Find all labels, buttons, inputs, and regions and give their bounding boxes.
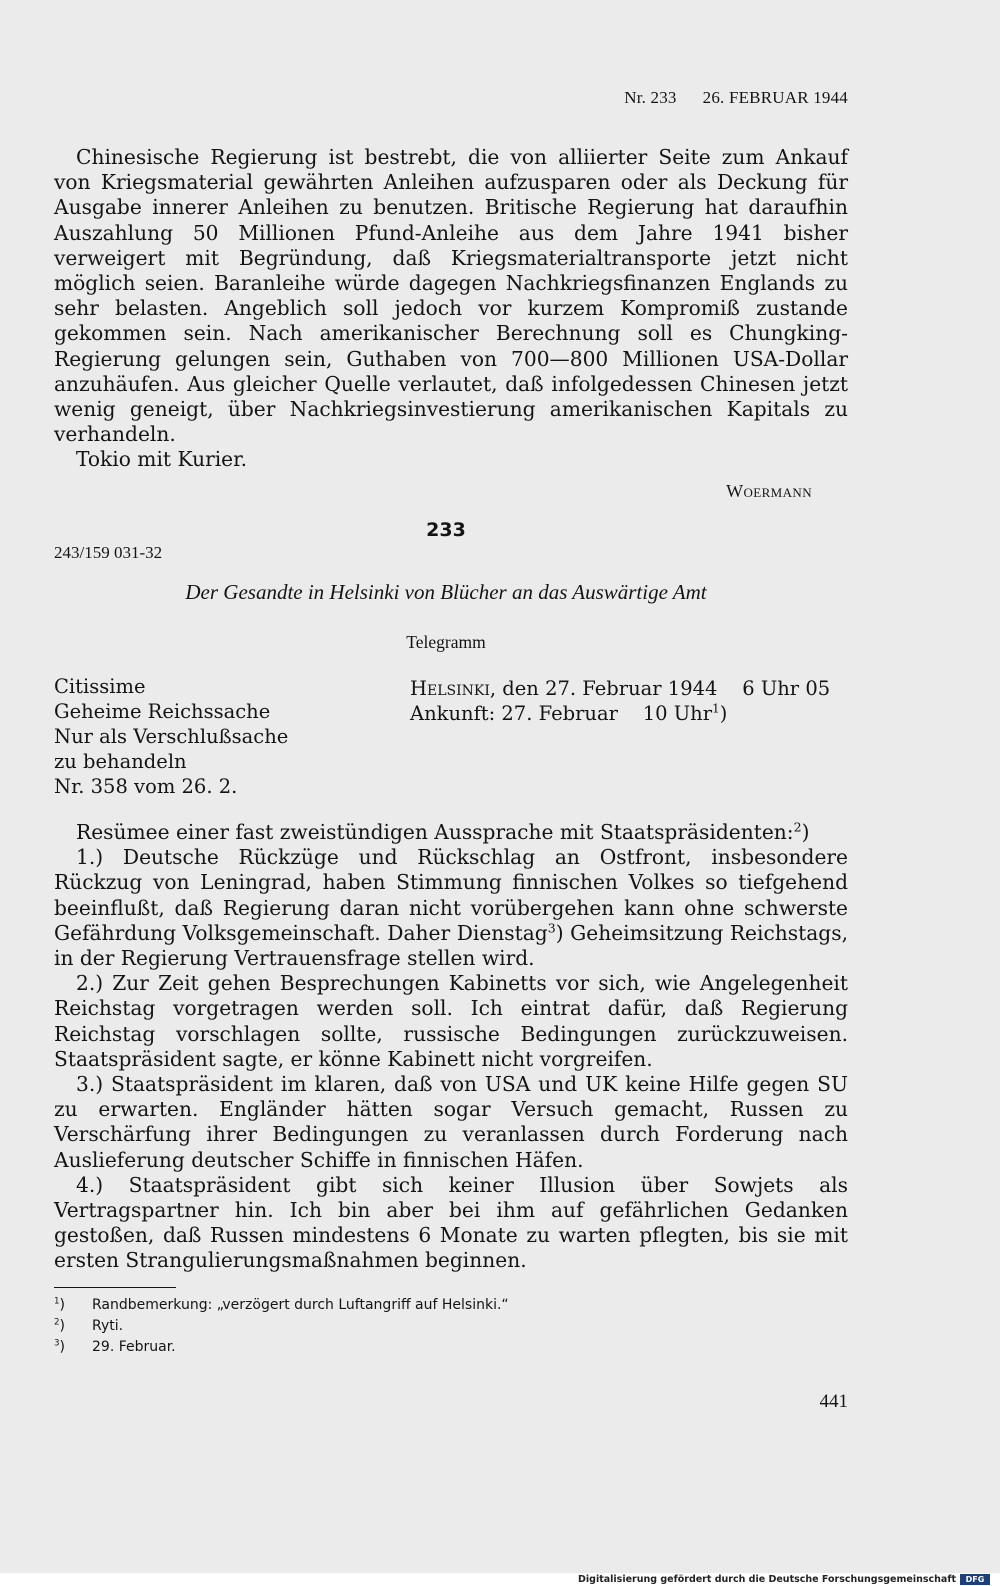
footnote-ref-close: ) bbox=[719, 702, 728, 725]
footnote-3 bbox=[54, 1337, 509, 1358]
arrival-text: Ankunft: 27. Februar 10 Uhr bbox=[410, 702, 713, 725]
document-number: 233 bbox=[426, 519, 466, 541]
archive-reference: 243/159 031-32 bbox=[54, 543, 163, 562]
footnotes bbox=[54, 1295, 509, 1358]
point-4-paragraph: 4.) Staatspräsident gibt sich keiner Illusion über Sowjets als Vertragspartner hin. Ich bin aber bei ihm auf gefährlichen Gedanken gestoßen, daß Russen mindestens 6 Monate zu warten pflegten, bis sie mit ersten Strangulierungsmaßnahmen beginnen. bbox=[54, 1172, 848, 1273]
point-3-paragraph: 3.) Staatspräsident im klaren, daß von USA und UK keine Hilfe gegen SU zu erwarten. Engländer hätten sogar Versuch gemacht, Russen zu Verschärfung ihrer Bedingungen zu veranlassen durch Forderung nach Auslieferung deutscher Schiffe in finnischen Häfen. bbox=[54, 1072, 848, 1172]
arrival-line bbox=[410, 701, 830, 726]
page-number: 441 bbox=[819, 1391, 848, 1412]
footnote-mark-number: 2 bbox=[54, 1317, 60, 1328]
paragraph-text: Chinesische Regierung ist bestrebt, die von alliierter Seite zum Ankauf von Kriegsmaterial gewährten Anleihen aufzusparen oder als Deckung für Ausgabe innerer Anleihen zu benutzen. Britische Regierung hat daraufhin Auszahlung 50 Millionen Pfund-Anleihe aus dem Jahre 1941 bisher verweigert mit Begründung, daß Kriegsmaterialtransporte jetzt nicht möglich seien. Baranleihe würde dagegen Nachkriegsfinanzen Englands zu sehr belasten. Angeblich soll jedoch vor kurzem Kompromiß zustande gekommen sein. Nach amerikanischer Berechnung soll es Chungking-Regierung gelungen sein, Guthaben von 700—800 Millionen USA-Dollar anzuhäufen. Aus gleicher Quelle verlautet, daß infolgedessen Chinesen jetzt wenig geneigt, über Nachkriegsinvestierung amerikanischen Kapitals zu verhandeln. bbox=[54, 145, 848, 447]
classification-line: zu behandeln bbox=[54, 750, 187, 773]
point-2-paragraph: 2.) Zur Zeit gehen Besprechungen Kabinetts vor sich, wie Angelegenheit Reichstag vorgetragen werden soll. Ich eintrat dafür, daß Regierung Reichstag vorschlagen sollte, russische Bedingungen zurückzuweisen. Staatspräsident sagte, er könne Kabinett nicht vorgreifen. bbox=[54, 971, 848, 1071]
classification-line: Nur als Verschlußsache bbox=[54, 725, 289, 748]
classification-line: Nr. 358 vom 26. 2. bbox=[54, 775, 238, 798]
doc233-body bbox=[54, 820, 848, 1274]
footnote-2 bbox=[54, 1316, 509, 1337]
digitization-credit: Digitalisierung gefördert durch die Deutsche Forschungsgemeinschaft bbox=[578, 1574, 956, 1585]
footnote-ref-2: 2 bbox=[793, 819, 802, 835]
classification-line: Citissime bbox=[54, 675, 146, 698]
dfg-logo: DFG bbox=[960, 1574, 990, 1585]
footnote-mark bbox=[54, 1295, 92, 1316]
footnote-mark-number: 3 bbox=[54, 1338, 60, 1349]
footnote-mark bbox=[54, 1337, 92, 1358]
footnote-ref-3: 3 bbox=[547, 920, 556, 936]
footnote-text: Randbemerkung: „verzögert durch Luftangriff auf Helsinki.“ bbox=[92, 1297, 509, 1313]
footnote-text: 29. Februar. bbox=[92, 1339, 176, 1355]
dispatch-date: , den 27. Februar 1944 6 Uhr 05 bbox=[489, 677, 831, 700]
footnote-mark-number: 1 bbox=[54, 1296, 60, 1307]
point-1-text-a: 1.) Deutsche Rückzüge und Rückschlag an Ostfront, insbesondere Rückzug von Leningrad, haben Stimmung finnischen Volkes so tiefgehend beeinflußt, daß Regierung daran nicht vorübergehen kann ohne schwerste Gefährdung Volksgemeinschaft. Daher Dienstag bbox=[54, 845, 848, 945]
running-header bbox=[598, 88, 848, 108]
footnote-divider bbox=[54, 1287, 176, 1288]
document-title: Der Gesandte in Helsinki von Blücher an das Auswärtige Amt bbox=[185, 580, 707, 604]
dispatch-line bbox=[410, 676, 830, 701]
footnote-1 bbox=[54, 1295, 509, 1316]
point-1-paragraph bbox=[54, 845, 848, 971]
header-doc-number: Nr. 233 bbox=[624, 88, 677, 107]
footnote-mark-close: ) bbox=[59, 1318, 65, 1334]
footnote-mark-close: ) bbox=[59, 1297, 65, 1313]
dispatch-place: Helsinki bbox=[410, 677, 490, 700]
header-date: 26. FEBRUAR 1944 bbox=[702, 88, 848, 107]
footnote-mark-close: ) bbox=[59, 1339, 65, 1355]
intro-text: Resümee einer fast zweistündigen Aussprache mit Staatspräsidenten: bbox=[76, 820, 794, 844]
footnote-text: Ryti. bbox=[92, 1318, 124, 1334]
point-1-text-b: ) Geheimsitzung Reichstags, in der Regierung Vertrauensfrage stellen wird. bbox=[54, 920, 848, 971]
classification-line: Geheime Reichssache bbox=[54, 700, 271, 723]
signature-woermann: Woermann bbox=[726, 481, 812, 501]
footnote-ref-close: ) bbox=[801, 820, 810, 844]
classification-block bbox=[54, 674, 288, 799]
tokio-note: Tokio mit Kurier. bbox=[76, 447, 247, 471]
footnote-mark bbox=[54, 1316, 92, 1337]
footnote-ref-1: 1 bbox=[712, 701, 720, 716]
intro-paragraph bbox=[54, 820, 848, 845]
document-type: Telegramm bbox=[406, 632, 486, 652]
doc232-closing-paragraph bbox=[54, 145, 848, 447]
dispatch-block bbox=[410, 676, 830, 726]
